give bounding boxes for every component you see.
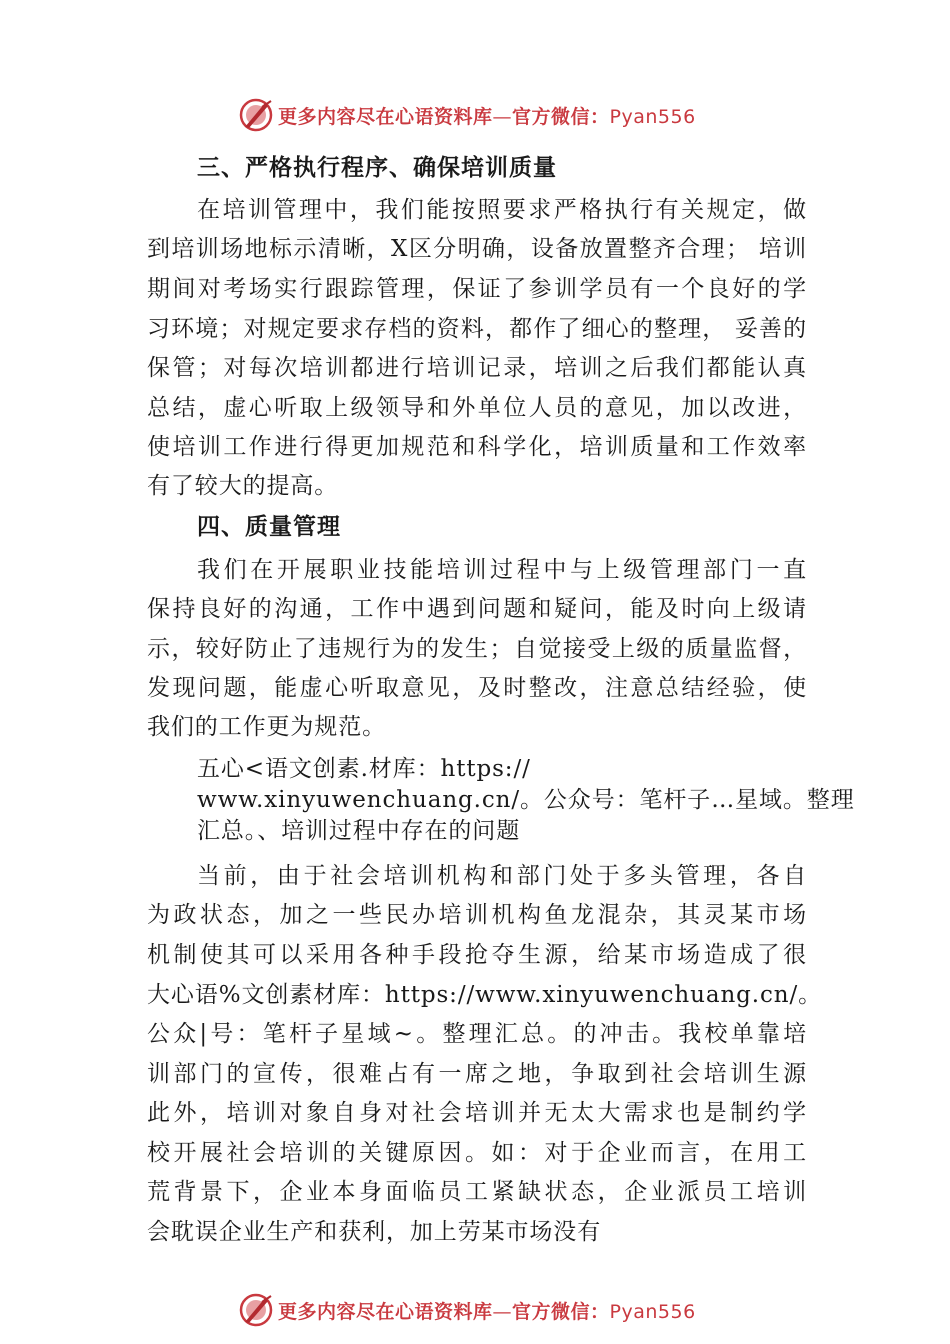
paragraph-line: 荒背景下，企业本身面临员工紧缺状态，企业派员工培训: [147, 1179, 807, 1205]
section-heading-line: 五心<语文创素.材库：https://: [197, 756, 531, 782]
paragraph-line: 公众|号：笔杆子星域~。整理汇总。的冲击。我校单靠培: [147, 1021, 807, 1047]
paragraph-line: 期间对考场实行跟踪管理，保证了参训学员有一个良好的学: [147, 276, 807, 302]
paragraph-line: 保管；对每次培训都进行培训记录，培训之后我们都能认真: [147, 355, 807, 381]
paragraph-line: 发现问题，能虚心听取意见，及时整改，注意总结经验，使: [147, 675, 807, 701]
paragraph-line: 示，较好防止了违规行为的发生；自觉接受上级的质量监督，: [147, 636, 807, 662]
footer-watermark: [238, 1290, 696, 1330]
paragraph-line: 校开展社会培训的关键原因。如：对于企业而言，在用工: [147, 1140, 807, 1166]
paragraph-line: 总结，虚心听取上级领导和外单位人员的意见，加以改进，: [147, 395, 807, 421]
section-heading-line: 汇总。、培训过程中存在的问题: [197, 818, 521, 844]
quill-seal-icon: [238, 97, 274, 133]
paragraph-line: 大心语%文创素材库：https://www.xinyuwenchuang.cn/。: [147, 982, 823, 1008]
quill-seal-icon: [238, 1292, 274, 1328]
paragraph-line: 会耽误企业生产和获利，加上劳某市场没有: [147, 1219, 602, 1245]
paragraph-line: 到培训场地标示清晰，X区分明确，设备放置整齐合理； 培训: [147, 236, 807, 262]
paragraph-line: 当前，由于社会培训机构和部门处于多头管理，各自: [197, 863, 807, 889]
section-heading: 四、质量管理: [197, 514, 341, 540]
paragraph-line: 习环境；对规定要求存档的资料，都作了细心的整理， 妥善的: [147, 316, 807, 342]
paragraph-line: 保持良好的沟通，工作中遇到问题和疑问，能及时向上级请: [147, 596, 807, 622]
paragraph-line: 为政状态，加之一些民办培训机构鱼龙混杂，其灵某市场: [147, 902, 807, 928]
watermark-text: 更多内容尽在心语资料库—官方微信：Pyan556: [278, 1300, 696, 1323]
paragraph-line: 我们的工作更为规范。: [147, 714, 386, 740]
header-watermark: [238, 95, 696, 135]
paragraph-line: 在培训管理中，我们能按照要求严格执行有关规定，做: [197, 197, 807, 223]
section-heading-line: www.xinyuwenchuang.cn/。公众号：笔杆子…星域。整理: [197, 787, 855, 813]
paragraph-line: 机制使其可以采用各种手段抢夺生源，给某市场造成了很: [147, 942, 807, 968]
paragraph-line: 有了较大的提高。: [147, 473, 339, 499]
paragraph-line: 此外，培训对象自身对社会培训并无太大需求也是制约学: [147, 1100, 807, 1126]
paragraph-line: 我们在开展职业技能培训过程中与上级管理部门一直: [197, 557, 807, 583]
section-heading: 三、严格执行程序、确保培训质量: [197, 155, 557, 181]
paragraph-line: 训部门的宣传，很难占有一席之地，争取到社会培训生源: [147, 1061, 807, 1087]
paragraph-line: 使培训工作进行得更加规范和科学化，培训质量和工作效率: [147, 434, 807, 460]
watermark-text: 更多内容尽在心语资料库—官方微信：Pyan556: [278, 105, 696, 128]
